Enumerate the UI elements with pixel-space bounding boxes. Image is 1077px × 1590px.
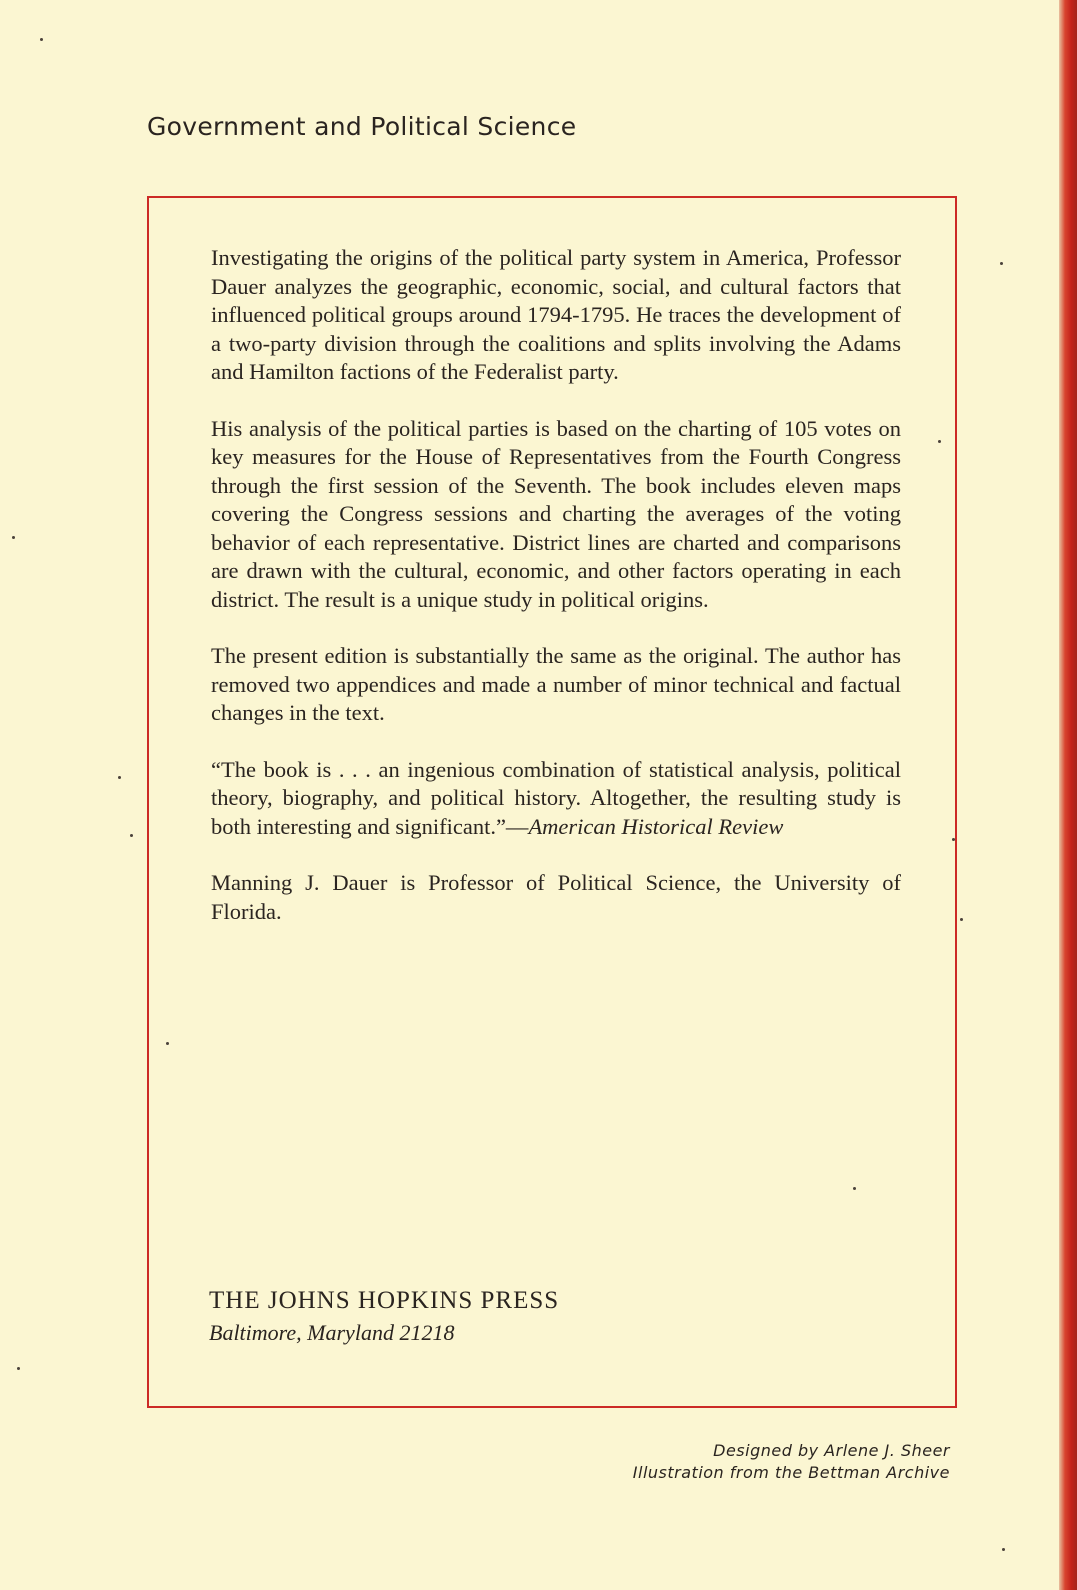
paper-speck	[12, 536, 15, 539]
paper-speck	[1002, 1548, 1005, 1551]
description-paragraph-1: Investigating the origins of the political party system in America, Professor Dauer analyzes the geographic, economic, social, and cultural factors that influenced political groups around 1794-1795. He traces the development of a two-party division through the coalitions and splits involving the Adams and Hamilton factions of the Federalist party.	[211, 245, 901, 384]
description-paragraph-3: The present edition is substantially the same as the original. The author has removed two appendices and made a number of minor technical and factual changes in the text.	[211, 643, 901, 725]
author-bio: Manning J. Dauer is Professor of Political Science, the University of Florida.	[211, 870, 901, 924]
publisher-address: Baltimore, Maryland 21218	[209, 1320, 455, 1345]
paper-speck	[938, 440, 941, 443]
review-quote	[211, 756, 901, 842]
paper-speck	[118, 776, 121, 779]
category-heading: Government and Political Science	[147, 112, 577, 141]
paper-speck	[166, 1042, 169, 1045]
paper-speck	[1000, 262, 1003, 265]
credits-block	[633, 1440, 950, 1484]
illustration-credit: Illustration from the Bettman Archive	[632, 1463, 950, 1482]
paper-speck	[853, 1187, 856, 1190]
red-spine-edge	[1059, 0, 1077, 1590]
blurb-text	[211, 244, 901, 926]
publisher-block	[209, 1286, 559, 1348]
designer-credit: Designed by Arlene J. Sheer	[713, 1441, 950, 1460]
paper-speck	[40, 38, 43, 41]
paper-speck	[130, 834, 133, 837]
review-quote-text: “The book is . . . an ingenious combination of statistical analysis, political theory, biography, and political history. Altogether, the resulting study is both interesting and significant.”—	[211, 756, 901, 839]
review-quote-source: American Historical Review	[528, 813, 784, 839]
description-paragraph-2: His analysis of the political parties is based on the charting of 105 votes on key measures for the House of Representatives from the Fourth Congress through the first session of the Seventh. The book includes eleven maps covering the Congress sessions and charting the averages of the voting behavior of each representative. District lines are charted and comparisons are drawn with the cultural, economic, and other factors operating in each district. The result is a unique study in political origins.	[211, 415, 901, 612]
paper-speck	[952, 838, 955, 841]
paper-speck	[17, 1367, 20, 1370]
publisher-name: THE JOHNS HOPKINS PRESS	[209, 1287, 560, 1314]
paper-speck	[960, 918, 963, 921]
